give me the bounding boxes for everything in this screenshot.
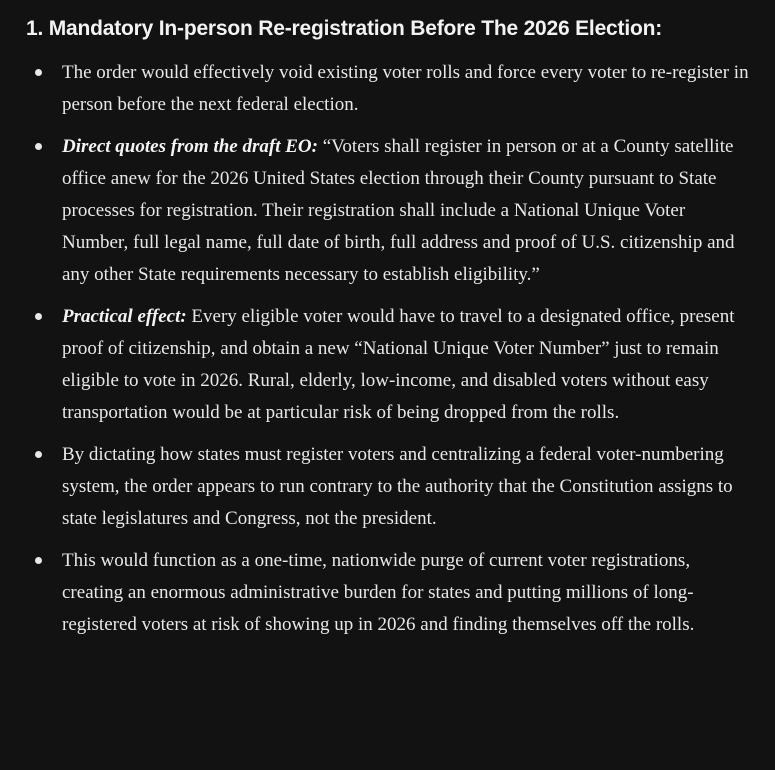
section-heading: 1. Mandatory In-person Re-registration Before The 2026 Election: [26,17,663,40]
bullet-dot-icon [35,143,42,150]
list-item [0,57,775,121]
bullet-dot-icon [35,69,42,76]
list-item [0,545,775,641]
bullet-text: Every eligible voter would have to travel to a designated office, present proof of citizenship, and obtain a new “National Unique Voter Number” just to remain eligible to vote in 2026. Rural, elderly, low-income, and disabled voters without easy transportation would be at particular risk of being dropped from the rolls. [62,306,735,423]
bullet-lead: Direct quotes from the draft EO: [62,136,318,157]
bullet-lead: Practical effect: [62,306,187,327]
bullet-text: By dictating how states must register voters and centralizing a federal voter-numbering system, the order appears to run contrary to the authority that the Constitution assigns to state legislatures and Congress, not the president. [62,444,733,529]
bullet-list [0,57,775,651]
bullet-text: The order would effectively void existing voter rolls and force every voter to re-register in person before the next federal election. [62,62,749,115]
list-item [0,439,775,535]
list-item [0,301,775,429]
bullet-text: “Voters shall register in person or at a County satellite office anew for the 2026 United States election through their County pursuant to State processes for registration. Their registration shall include a National Unique Voter Number, full legal name, full date of birth, full address and proof of U.S. citizenship and any other State requirements necessary to establish eligibility.” [62,136,735,285]
list-item [0,131,775,291]
bullet-text: This would function as a one-time, nationwide purge of current voter registrations, creating an enormous administrative burden for states and putting millions of long-registered voters at risk of showing up in 2026 and finding themselves off the rolls. [62,550,695,635]
bullet-dot-icon [35,451,42,458]
bullet-dot-icon [35,557,42,564]
bullet-dot-icon [35,313,42,320]
